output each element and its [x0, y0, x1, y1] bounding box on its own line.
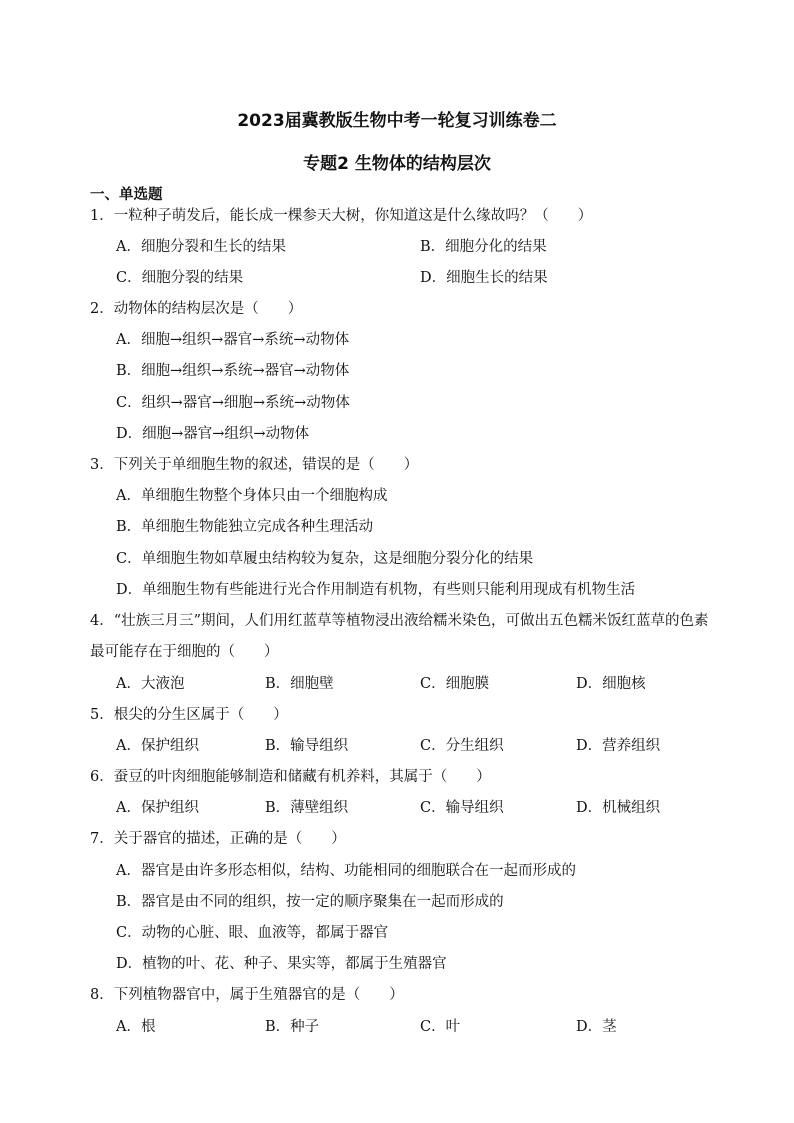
option-a: A．器官是由许多形态相似，结构、功能相同的细胞联合在一起而形成的	[116, 863, 576, 879]
option-c: C．组织→器官→细胞→系统→动物体	[116, 395, 350, 411]
option-a: A．根	[116, 1019, 156, 1035]
option-a: A．细胞→组织→器官→系统→动物体	[116, 332, 350, 348]
option-d: D．细胞生长的结果	[420, 270, 548, 286]
option-b: B．细胞壁	[265, 676, 334, 692]
option-c: C．动物的心脏、眼、血液等，都属于器官	[116, 925, 389, 941]
option-a: A．保护组织	[116, 738, 199, 754]
page-title: 2023届冀教版生物中考一轮复习训练卷二	[237, 111, 557, 131]
question-stem: 3．下列关于单细胞生物的叙述，错误的是（ ）	[90, 457, 419, 473]
option-b: B．薄壁组织	[265, 800, 349, 816]
option-a: A．细胞分裂和生长的结果	[116, 239, 286, 255]
option-b: B．输导组织	[265, 738, 349, 754]
section-heading: 一、单选题	[90, 187, 163, 203]
option-c: C．单细胞生物如草履虫结构较为复杂，这是细胞分裂分化的结果	[116, 551, 534, 567]
option-a: A．单细胞生物整个身体只由一个细胞构成	[116, 488, 388, 504]
question-stem: 4．“壮族三月三”期间，人们用红蓝草等植物浸出液给糯米染色，可做出五色糯米饭红蓝草的色素最可能存在于细胞的（ ）	[90, 613, 709, 660]
option-d: D．茎	[576, 1019, 617, 1035]
option-a: A．保护组织	[116, 800, 199, 816]
option-b: B．细胞→组织→系统→器官→动物体	[116, 363, 350, 379]
option-c: C．细胞膜	[420, 676, 490, 692]
question-stem: 8．下列植物器官中，属于生殖器官的是（ ）	[90, 987, 404, 1003]
option-b: B．细胞分化的结果	[420, 239, 547, 255]
option-d: D．机械组织	[576, 800, 661, 816]
page-subtitle: 专题2 生物体的结构层次	[303, 154, 491, 174]
question-stem: 6．蚕豆的叶肉细胞能够制造和储藏有机养料，其属于（ ）	[90, 769, 491, 785]
option-d: D．单细胞生物有些能进行光合作用制造有机物，有些则只能利用现成有机物生活	[116, 582, 636, 598]
option-a: A．大液泡	[116, 676, 185, 692]
option-c: C．输导组织	[420, 800, 504, 816]
option-c: C．细胞分裂的结果	[116, 270, 244, 286]
question-stem: 1．一粒种子萌发后，能长成一棵参天大树，你知道这是什么缘故吗？（ ）	[90, 208, 593, 224]
option-c: C．分生组织	[420, 738, 504, 754]
question-stem: 7．关于器官的描述，正确的是（ ）	[90, 831, 346, 847]
option-c: C．叶	[420, 1019, 461, 1035]
question-stem: 2．动物体的结构层次是（ ）	[90, 301, 303, 317]
question-stem: 5．根尖的分生区属于（ ）	[90, 707, 288, 723]
option-d: D．细胞→器官→组织→动物体	[116, 426, 310, 442]
option-b: B．种子	[265, 1019, 320, 1035]
option-d: D．细胞核	[576, 676, 646, 692]
option-b: B．器官是由不同的组织，按一定的顺序聚集在一起而形成的	[116, 894, 504, 910]
option-b: B．单细胞生物能独立完成各种生理活动	[116, 519, 374, 535]
option-d: D．营养组织	[576, 738, 661, 754]
option-d: D．植物的叶、花、种子、果实等，都属于生殖器官	[116, 956, 447, 972]
